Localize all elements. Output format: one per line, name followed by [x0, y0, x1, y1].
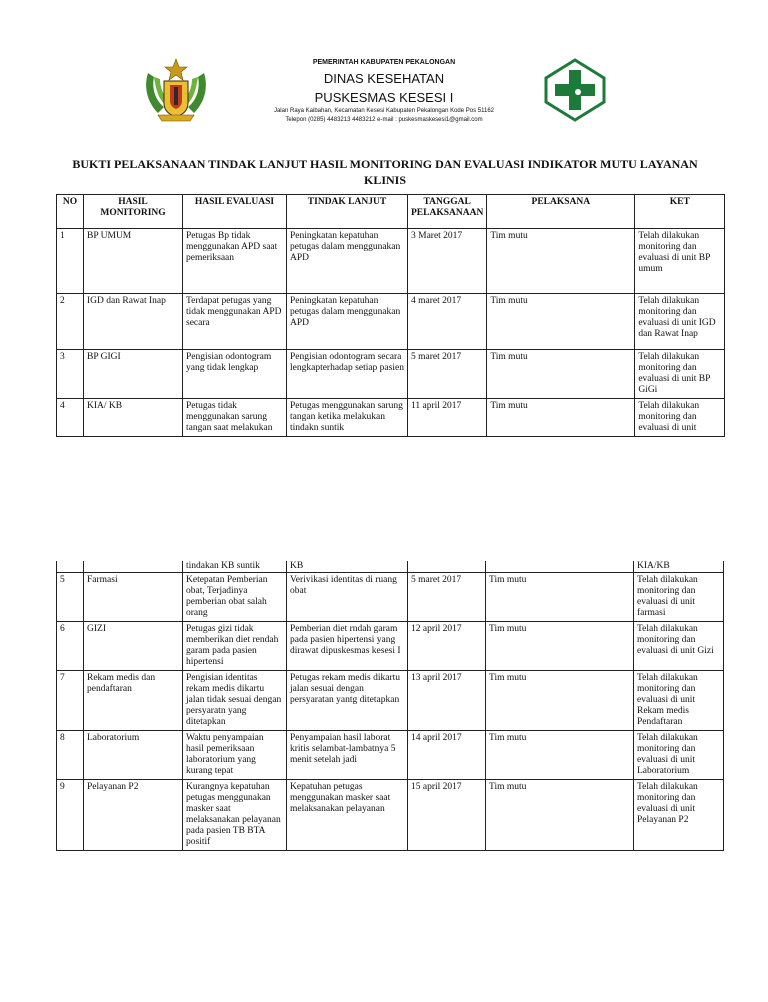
cell-evaluasi: tindakan KB suntik: [183, 561, 287, 573]
col-header-tanggal: TANGGAL PELAKSANAAN: [408, 195, 487, 229]
cell-pelaksana: Tim mutu: [486, 731, 634, 780]
col-header-ket: KET: [635, 195, 725, 229]
col-header-tindak: TINDAK LANJUT: [287, 195, 408, 229]
cell-evaluasi: Waktu penyampaian hasil pemeriksaan laboratorium yang kurang tepat: [183, 731, 287, 780]
cell-tanggal: 3 Maret 2017: [408, 229, 487, 294]
cell-pelaksana: Tim mutu: [486, 780, 634, 851]
cell-no: 6: [57, 622, 84, 671]
cell-tindak: Verivikasi identitas di ruang obat: [287, 573, 408, 622]
address-line: Jalan Raya Kaibahan, Kecamatan Kesesi Kabupaten Pekalongan Kode Pos 51162: [273, 108, 495, 114]
table-row: [57, 229, 725, 294]
cell-pelaksana: Tim mutu: [486, 622, 634, 671]
cell-ket: Telah dilakukan monitoring dan evaluasi di unit Gizi: [634, 622, 724, 671]
cell-evaluasi: Kurangnya kepatuhan petugas menggunakan masker saat melaksanakan pelayanan pada pasien TB BTA positif: [183, 780, 287, 851]
title-line-2: KLINIS: [363, 173, 407, 187]
cell-ket: Telah dilakukan monitoring dan evaluasi di unit IGD dan Rawat Inap: [635, 294, 725, 350]
cell-tanggal: 11 april 2017: [408, 399, 487, 437]
cell-no: 7: [57, 671, 84, 731]
cell-evaluasi: Petugas gizi tidak memberikan diet rendah garam pada pasien hipertensi: [183, 622, 287, 671]
contact-line: Telepon (0285) 4483213 4483212 e-mail : puskesmaskesesi1@gmail.com: [285, 117, 483, 123]
cell-no: 1: [57, 229, 84, 294]
cell-monitoring: Pelayanan P2: [84, 780, 183, 851]
unit-name: PUSKESMAS KESESI I: [314, 90, 454, 105]
cell-tindak: Penyampaian hasil laborat kritis selambat-lambatnya 5 menit setelah jadi: [287, 731, 408, 780]
cell-evaluasi: Pengisian identitas rekam medis dikartu jalan tidak sesuai dengan persyaratn yang ditetapkan: [183, 671, 287, 731]
table-row: [57, 573, 724, 622]
table-row: [57, 671, 724, 731]
cell-tindak: Pengisian odontogram secara lengkapterhadap setiap pasien: [287, 350, 408, 399]
address-block: [0, 107, 768, 125]
cell-no: 5: [57, 573, 84, 622]
col-header-no: NO: [57, 195, 84, 229]
cell-tindak: Petugas menggunakan sarung tangan ketika melakukan tindakn suntik: [287, 399, 408, 437]
document-title: [60, 156, 710, 188]
cell-tindak: Peningkatan kepatuhan petugas dalam menggunakan APD: [287, 229, 408, 294]
cell-monitoring: GIZI: [84, 622, 183, 671]
cell-tindak: Peningkatan kepatuhan petugas dalam menggunakan APD: [287, 294, 408, 350]
table-row: [57, 294, 725, 350]
cell-pelaksana: Tim mutu: [486, 671, 634, 731]
cell-ket: Telah dilakukan monitoring dan evaluasi di unit BP GiGi: [635, 350, 725, 399]
cell-no: 2: [57, 294, 84, 350]
cell-evaluasi: Ketepatan Pemberian obat, Terjadinya pemberian obat salah orang: [183, 573, 287, 622]
cell-monitoring: Laboratorium: [84, 731, 183, 780]
cell-tanggal: 12 april 2017: [408, 622, 486, 671]
continuation-row: [57, 561, 724, 573]
government-name: PEMERINTAH KABUPATEN PEKALONGAN: [312, 59, 456, 66]
cell-no: 8: [57, 731, 84, 780]
cell-pelaksana: Tim mutu: [487, 294, 635, 350]
cell-pelaksana: Tim mutu: [487, 350, 635, 399]
cell-ket: Telah dilakukan monitoring dan evaluasi di unit: [635, 399, 725, 437]
monitoring-table-part-2: [56, 561, 724, 851]
col-header-monitoring: HASIL MONITORING: [84, 195, 183, 229]
cell-tanggal: 5 maret 2017: [408, 350, 487, 399]
monitoring-table-part-1: [56, 194, 725, 437]
table-row: [57, 731, 724, 780]
table-row: [57, 622, 724, 671]
table-row: [57, 350, 725, 399]
cell-ket: Telah dilakukan monitoring dan evaluasi di unit Rekam medis Pendaftaran: [634, 671, 724, 731]
office-name: DINAS KESEHATAN: [323, 71, 445, 86]
cell-evaluasi: Pengisian odontogram yang tidak lengkap: [183, 350, 287, 399]
title-line-1: BUKTI PELAKSANAAN TINDAK LANJUT HASIL MONITORING DAN EVALUASI INDIKATOR MUTU LAYANAN: [72, 157, 698, 171]
table-row: [57, 780, 724, 851]
cell-pelaksana: Tim mutu: [487, 399, 635, 437]
cell-monitoring: BP GIGI: [84, 350, 183, 399]
col-header-evaluasi: HASIL EVALUASI: [183, 195, 287, 229]
cell-tanggal: 15 april 2017: [408, 780, 486, 851]
cell-evaluasi: Petugas tidak menggunakan sarung tangan saat melakukan: [183, 399, 287, 437]
cell-tanggal: 13 april 2017: [408, 671, 486, 731]
cell-ket: Telah dilakukan monitoring dan evaluasi di unit Laboratorium: [634, 731, 724, 780]
cell-evaluasi: Petugas Bp tidak menggunakan APD saat pemeriksaan: [183, 229, 287, 294]
cell-evaluasi: Terdapat petugas yang tidak menggunakan APD secara: [183, 294, 287, 350]
cell-tindak: Pemberian diet rndah garam pada pasien hipertensi yang dirawat dipuskesmas kesesi I: [287, 622, 408, 671]
cell-monitoring: Rekam medis dan pendaftaran: [84, 671, 183, 731]
cell-ket: Telah dilakukan monitoring dan evaluasi di unit Pelayanan P2: [634, 780, 724, 851]
cell-tanggal: 5 maret 2017: [408, 573, 486, 622]
cell-ket: Telah dilakukan monitoring dan evaluasi di unit farmasi: [634, 573, 724, 622]
cell-monitoring: IGD dan Rawat Inap: [84, 294, 183, 350]
cell-monitoring: Farmasi: [84, 573, 183, 622]
cell-tanggal: 4 maret 2017: [408, 294, 487, 350]
cell-tindak: Petugas rekam medis dikartu jalan sesuai dengan persyaratan yantg ditetapkan: [287, 671, 408, 731]
cell-tindak: Kepatuhan petugas menggunakan masker saat melaksanakan pelayanan: [287, 780, 408, 851]
table-row: [57, 399, 725, 437]
table-header-row: [57, 195, 725, 229]
col-header-pelaksana: PELAKSANA: [487, 195, 635, 229]
cell-pelaksana: Tim mutu: [486, 573, 634, 622]
cell-tanggal: 14 april 2017: [408, 731, 486, 780]
cell-no: 9: [57, 780, 84, 851]
cell-tindak: KB: [287, 561, 408, 573]
cell-ket: KIA/KB: [634, 561, 724, 573]
cell-monitoring: BP UMUM: [84, 229, 183, 294]
cell-no: 3: [57, 350, 84, 399]
cell-monitoring: KIA/ KB: [84, 399, 183, 437]
cell-ket: Telah dilakukan monitoring dan evaluasi di unit BP umum: [635, 229, 725, 294]
cell-no: 4: [57, 399, 84, 437]
cell-pelaksana: Tim mutu: [487, 229, 635, 294]
